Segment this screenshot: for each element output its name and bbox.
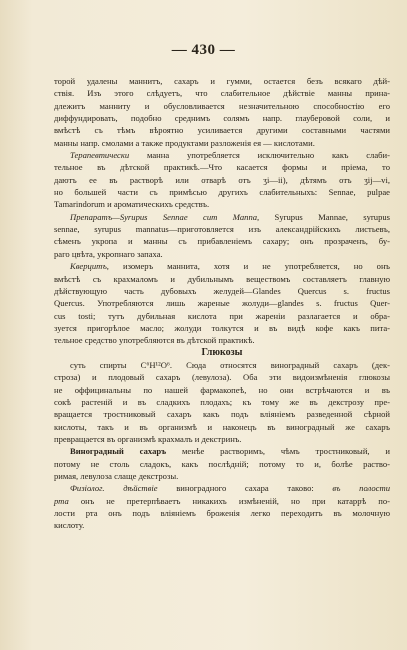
text-line: торой удалены маннитъ, сахаръ и гумми, остается безъ всякаго дѣй- [54, 76, 390, 86]
text-line: Quercus. Употребляются лишь жареные жолуди—glandes s. fructus Quer- [54, 298, 390, 309]
text-line: но большей части съ примѣсью другихъ слабительныхъ: Sennae, pulpae [54, 187, 390, 198]
text-line: тельное средство употребляются въ дѣтской практикѣ. [54, 335, 255, 346]
text-line: раго цвѣта, укропнаго запаха. [54, 248, 163, 259]
text-line: длежитъ манниту и обусловливается незначительною способностію его [54, 100, 390, 111]
section-heading: Глюкозы [201, 346, 243, 358]
text-line: потому не столь сладокъ, какъ послѣдній; потому то и, болѣе раство- [54, 458, 390, 469]
text-line: манны напр. смолами а также продуктами разложенія ея — кислотами. [54, 137, 315, 148]
text-line: даютъ ее въ растворѣ или отварѣ отъ ʒi—ii), дѣтямъ отъ ʒij—vi, [54, 174, 390, 185]
text-line: Виноградный сахаръ менѣе растворимъ, чѣмъ тростниковый, и [70, 446, 390, 457]
text-line: cus tosti; тутъ дубильная кислота при жареніи разлагается и обра- [54, 310, 390, 321]
text-line: кислоты, такъ и въ организмѣ и наконецъ въ виноградный же сахаръ [54, 421, 390, 432]
text-line: Физіолог. дѣйствіе виноградного сахара таково: въ полости [70, 483, 390, 494]
text-line: Tamarindorum и ароматическихъ средствъ. [54, 199, 210, 210]
text-line: сѣменъ укропа и манны съ прибавленіемъ сахару; онъ прозраченъ, бу- [54, 236, 390, 247]
text-line: лости рта онъ подъ вліяніемъ броженія легко переходитъ въ молочную [54, 508, 390, 519]
text-line: тельное въ дѣтской практикѣ.—Что касается формы и пріема, то [54, 162, 390, 173]
page-body [54, 75, 390, 532]
text-line: превращается въ организмѣ крахмалъ и декстринъ. [54, 433, 242, 444]
text-line: кислоту. [54, 520, 85, 531]
text-line: рта онъ не претерпѣваетъ никакихъ измѣненій, но при катаррѣ по- [54, 495, 390, 506]
text-line: сокѣ растеній и въ сладкихъ плодахъ; къ тому же въ декстрозу пре- [54, 396, 390, 407]
text-line: вмѣстѣ съ крахмаломъ и дубильнымъ веществомъ составляетъ главную [54, 273, 390, 284]
page-number: — 430 — [171, 42, 236, 58]
text-line: Кверцитъ, изомеръ маннита, хотя и не употребляется, но онъ [70, 261, 390, 272]
text-line: вмѣстѣ съ тѣмъ вѣроятно усиливается другими составными частями [54, 125, 390, 136]
text-line: Препаратъ—Syrupus Sennae cum Manna, Syrupus Mannae, syrupus [70, 211, 391, 222]
text-line: Терапевтически манна употребляется исключительно какъ слаби- [70, 150, 390, 161]
text-line: римая, левулоза слаще декстрозы. [54, 471, 179, 481]
text-line: строза) и плодовый сахаръ (левулоза). Оба эти видоизмѣненія глюкозы [54, 372, 390, 383]
text-line: sennae, syrupus mannatus—приготовляется изъ александрійскихъ листьевъ, [54, 224, 390, 235]
text-line: зуется пригорѣлое масло; жолуди толкутся и въ видѣ кофе какъ пита- [54, 322, 390, 333]
text-line: не оффицинальны по нашей фармакопеѣ, но они встрѣчаются и въ [54, 384, 390, 395]
text-line: суть спирты C⁶H¹²O⁶. Сюда относятся виноградный сахаръ (дек- [70, 359, 390, 370]
text-line: вращается тростниковый сахаръ какъ подъ вліяніемъ разведенной сѣрной [54, 409, 390, 420]
text-line: диффундировать, подобно среднимъ солямъ напр. глауберовой соли, и [54, 113, 390, 124]
text-line: ствія. Изъ этого слѣдуетъ, что слабительное дѣйствіе манны прина- [54, 88, 390, 99]
text-line: дѣйствующую часть дубовыхъ желудей—Glandes Quercus s. fructus [54, 285, 390, 296]
